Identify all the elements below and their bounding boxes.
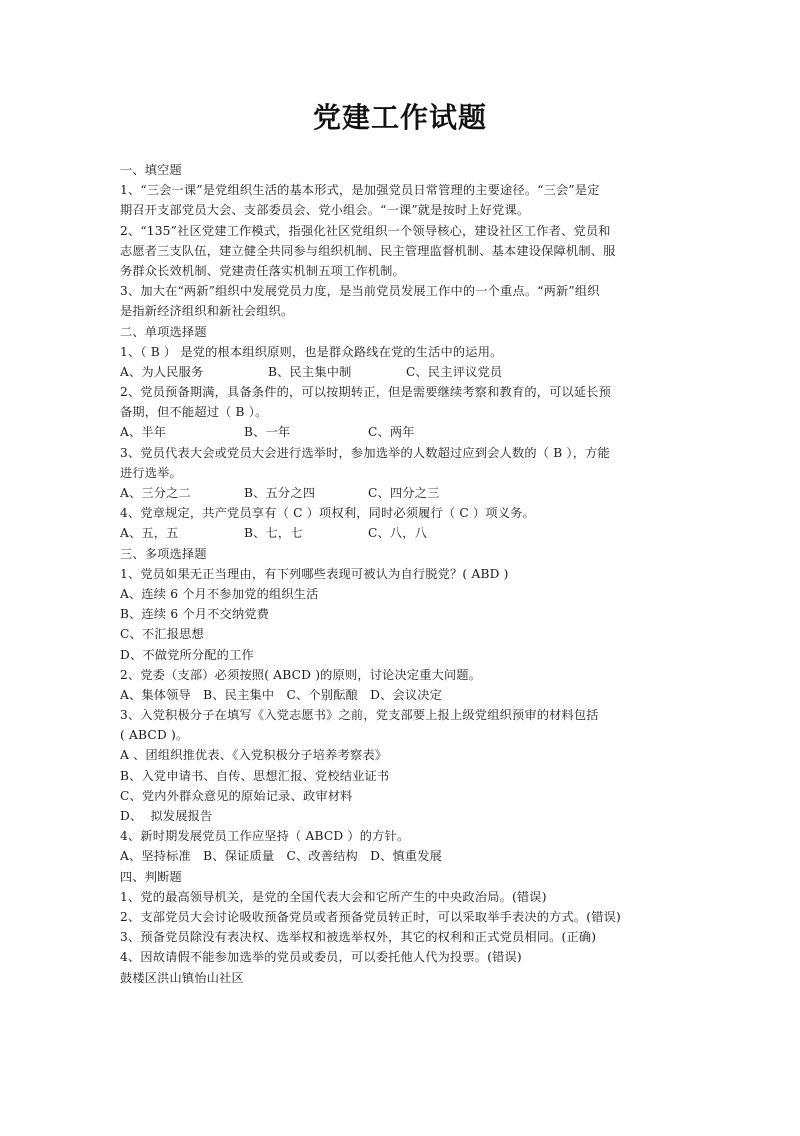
option-c: C、八，八 [368,526,428,541]
single-q2-line-1: 2、党员预备期满，具备条件的，可以按期转正，但是需要继续考察和教育的，可以延长预 [120,385,612,400]
multi-q3-line-1: 3、入党积极分子在填写《入党志愿书》之前，党支部要上报上级党组织预审的材料包括 [120,708,599,723]
single-q3-line-1: 3、党员代表大会或党员大会进行选举时，参加选举的人数超过应到会人数的（ B ），方能 [120,445,610,460]
multi-q1-option-d: D、不做党所分配的工作 [120,647,254,662]
multi-q1: 1、党员如果无正当理由，有下列哪些表现可被认为自行脱党？( ABD ) [120,566,509,581]
single-q1: 1、（ B ） 是党的根本组织原则，也是群众路线在党的生活中的运用。 [120,344,503,359]
multi-q3-option-c: C、党内外群众意见的原始记录、政审材料 [120,788,353,803]
option-a: A、为人民服务 [120,364,204,379]
multi-q4: 4、新时期发展党员工作应坚持（ ABCD ）的方针。 [120,829,410,844]
multi-q1-option-c: C、不汇报思想 [120,627,204,642]
multi-q3-option-b: B、入党申请书、自传、思想汇报、党校结业证书 [120,768,390,783]
option-a: A、三分之二 [120,486,191,500]
section-heading-judge: 四、判断题 [120,869,182,884]
option-c: C、四分之三 [368,486,440,500]
section-heading-single: 二、单项选择题 [120,324,207,339]
option-b: B、民主集中制 [268,364,352,379]
option-c: C、两年 [368,425,415,440]
single-q3-line-2: 进行选举。 [120,465,182,480]
judge-item-4: 4、因故请假不能参加选举的党员或委员，可以委托他人代为投票。(错误) [120,950,522,965]
section-heading-fill: 一、填空题 [120,163,182,177]
multi-q2: 2、党委（支部）必须按照( ABCD )的原则，讨论决定重大问题。 [120,667,482,682]
multi-q3-option-a: A 、团组织推优表、《入党积极分子培养考察表》 [120,748,388,763]
multi-q1-option-a: A、连续 6 个月不参加党的组织生活 [120,586,319,601]
judge-item-2: 2、支部党员大会讨论吸收预备党员或者预备党员转正时，可以采取举手表决的方式。(错误) [120,909,621,924]
option-b: B、七，七 [244,526,303,541]
option-c: C、民主评议党员 [406,364,503,379]
fill-q1-line-1: 1、“三会一课”是党组织生活的基本形式，是加强党员日常管理的主要途径。“三会”是定 [120,183,600,198]
fill-q2-line-3: 务群众长效机制、党建责任落实机制五项工作机制。 [120,263,405,278]
fill-q2-line-1: 2、“135”社区党建工作模式，指强化社区党组织一个领导核心，建设社区工作者、党员和 [120,223,611,238]
multi-q2-options: A、集体领导 B、民主集中 C、个别酝酿 D、会议决定 [120,687,443,702]
single-q1-options [120,362,690,382]
option-b: B、一年 [244,425,291,440]
judge-item-1: 1、党的最高领导机关，是党的全国代表大会和它所产生的中央政治局。(错误) [120,889,547,904]
option-b: B、五分之四 [244,486,316,500]
section-heading-multi: 三、多项选择题 [120,546,207,561]
single-q2-options [120,422,690,442]
fill-q1-line-2: 期召开支部党员大会、支部委员会、党小组会。“一课”就是按时上好党课。 [120,203,530,218]
multi-q1-option-b: B、连续 6 个月不交纳党费 [120,607,270,622]
option-a: A、半年 [120,425,167,440]
fill-q3-line-1: 3、加大在“两新”组织中发展党员力度，是当前党员发展工作中的一个重点。“两新”组织 [120,284,600,299]
multi-q4-options: A、坚持标准 B、保证质量 C、改善结构 D、慎重发展 [120,849,443,864]
judge-item-3: 3、预备党员除没有表决权、选举权和被选举权外，其它的权利和正式党员相同。(正确) [120,930,597,945]
multi-q3-option-d: D、 拟发展报告 [120,809,213,823]
single-q4: 4、党章规定，共产党员享有（ C ）项权利，同时必须履行（ C ）项义务。 [120,506,535,521]
single-q2-line-2: 备期，但不能超过（ B ）。 [120,405,268,420]
footer-signature: 鼓楼区洪山镇怡山社区 [120,970,244,985]
document-body [120,160,690,988]
single-q3-options [120,483,690,503]
fill-q3-line-2: 是指新经济组织和新社会组织。 [120,304,294,319]
single-q4-options [120,523,690,543]
document-title: 党建工作试题 [312,101,487,134]
fill-q2-line-2: 志愿者三支队伍，建立健全共同参与组织机制、民主管理监督机制、基本建设保障机制、服 [120,243,616,258]
option-a: A、五，五 [120,526,179,541]
multi-q3-line-2: ( ABCD )。 [120,728,189,743]
